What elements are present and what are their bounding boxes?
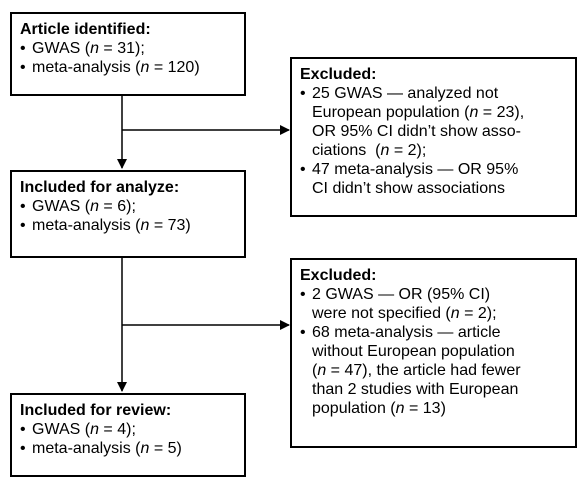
list-item-continuation: OR 95% CI didn’t show asso- — [312, 123, 521, 140]
list-item-continuation: (n = 47), the article had fewer — [312, 362, 521, 379]
list-item: • 68 meta-analysis — article — [300, 324, 501, 341]
list-item-continuation: without European population — [312, 343, 515, 360]
box-included-for-analyze — [10, 170, 246, 258]
list-item-continuation: were not specified (n = 2); — [312, 305, 497, 322]
box-title: Excluded: — [300, 66, 377, 83]
box-article-identified — [10, 12, 246, 96]
box-title: Excluded: — [300, 267, 377, 284]
list-item-continuation: population (n = 13) — [312, 400, 446, 417]
list-item: • meta-analysis (n = 73) — [20, 217, 191, 234]
list-item: • GWAS (n = 6); — [20, 198, 136, 215]
box-included-for-review — [10, 393, 246, 477]
list-item: • GWAS (n = 31); — [20, 40, 145, 57]
list-item: • 47 meta-analysis — OR 95% — [300, 161, 519, 178]
list-item-continuation: European population (n = 23), — [312, 104, 525, 121]
box-title: Included for review: — [20, 402, 172, 419]
list-item: • 2 GWAS — OR (95% CI) — [300, 286, 491, 303]
list-item: • GWAS (n = 4); — [20, 421, 136, 438]
list-item: • meta-analysis (n = 120) — [20, 59, 200, 76]
box-excluded-second — [290, 258, 577, 448]
box-excluded-first — [290, 57, 577, 217]
list-item-continuation: ciations (n = 2); — [312, 142, 427, 159]
list-item: • 25 GWAS — analyzed not — [300, 85, 499, 102]
list-item-continuation: CI didn’t show associations — [312, 180, 505, 197]
box-title: Included for analyze: — [20, 179, 180, 196]
list-item-continuation: than 2 studies with European — [312, 381, 519, 398]
list-item: • meta-analysis (n = 5) — [20, 440, 182, 457]
box-title: Article identified: — [20, 21, 151, 38]
